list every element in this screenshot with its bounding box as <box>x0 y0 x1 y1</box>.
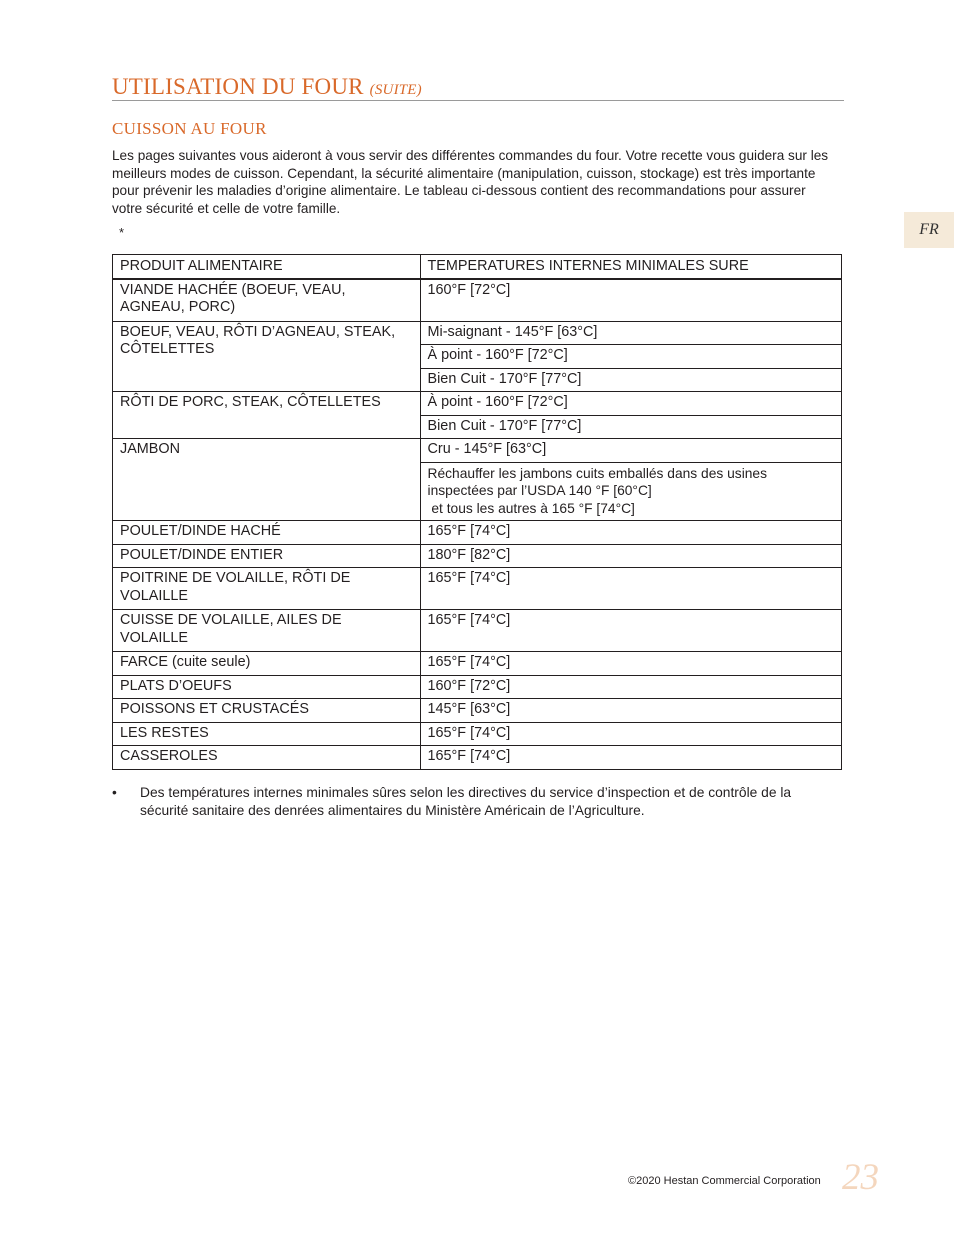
table-row <box>113 321 842 345</box>
table-row <box>113 279 842 322</box>
asterisk-marker: * <box>119 225 125 240</box>
table-row <box>113 544 842 568</box>
temperature-cell: 165°F [74°C] <box>420 610 841 652</box>
product-cell: RÔTI DE PORC, STEAK, CÔTELLETES <box>113 392 421 439</box>
temperature-cell: Mi-saignant - 145°F [63°C] <box>420 321 841 345</box>
table-row <box>113 722 842 746</box>
temperature-cell: 165°F [74°C] <box>420 568 841 610</box>
product-cell: POULET/DINDE ENTIER <box>113 544 421 568</box>
product-cell: POULET/DINDE HACHÉ <box>113 521 421 545</box>
temperature-cell: 145°F [63°C] <box>420 699 841 723</box>
language-tab-fr: FR <box>904 212 954 248</box>
intro-paragraph: Les pages suivantes vous aideront à vous servir des différentes commandes du four. Votre recette vous guidera sur les meilleurs modes de cuisson. Cependant, la sécurité alimentaire (manipulation, cuisson, stockage) est très importante pour prévenir les maladies d’origine alimentaire. Le tableau ci-dessous contient des recommandations pour assurer votre sécurité et celle de votre famille. <box>112 148 829 216</box>
product-cell: JAMBON <box>113 439 421 521</box>
ham-reheat-note-cell <box>420 462 841 521</box>
column-header-product: PRODUIT ALIMENTAIRE <box>113 255 421 279</box>
table-row <box>113 746 842 770</box>
temperature-cell: Bien Cuit - 170°F [77°C] <box>420 415 841 439</box>
page-title <box>112 74 422 100</box>
temperature-cell: 165°F [74°C] <box>420 521 841 545</box>
temperature-cell: 160°F [72°C] <box>420 675 841 699</box>
table-row <box>113 699 842 723</box>
page-title-text: UTILISATION DU FOUR <box>112 74 364 99</box>
table-row <box>113 610 842 652</box>
copyright-notice: ©2020 Hestan Commercial Corporation <box>628 1175 821 1187</box>
temperature-cell: 180°F [82°C] <box>420 544 841 568</box>
bullet-marker: • <box>112 785 117 800</box>
temperature-cell: Cru - 145°F [63°C] <box>420 439 841 463</box>
ham-note-line: inspectées par l’USDA 140 °F [60°C] <box>427 483 652 498</box>
product-cell: POISSONS ET CRUSTACÉS <box>113 699 421 723</box>
temperature-cell: 165°F [74°C] <box>420 722 841 746</box>
table-row <box>113 675 842 699</box>
product-cell: LES RESTES <box>113 722 421 746</box>
product-cell: POITRINE DE VOLAILLE, RÔTI DE VOLAILLE <box>113 568 421 610</box>
section-title: CUISSON AU FOUR <box>112 119 267 138</box>
table-row <box>113 652 842 676</box>
footnote-text: Des températures internes minimales sûres selon les directives du service d’inspection et de contrôle de la sécurité sanitaire des denrées alimentaires du Ministère Américain de l’Agriculture. <box>140 785 792 818</box>
temperature-table <box>112 254 842 770</box>
table-row <box>113 392 842 416</box>
temperature-cell: À point - 160°F [72°C] <box>420 392 841 416</box>
product-cell: FARCE (cuite seule) <box>113 652 421 676</box>
product-cell: CASSEROLES <box>113 746 421 770</box>
table-row <box>113 521 842 545</box>
temperature-cell: 165°F [74°C] <box>420 746 841 770</box>
column-header-temperature: TEMPERATURES INTERNES MINIMALES SURE <box>420 255 841 279</box>
product-cell: VIANDE HACHÉE (BOEUF, VEAU, AGNEAU, PORC) <box>113 279 421 322</box>
product-cell: PLATS D’OEUFS <box>113 675 421 699</box>
temperature-cell: 165°F [74°C] <box>420 652 841 676</box>
ham-note-line: Réchauffer les jambons cuits emballés dans des usines <box>427 465 768 481</box>
product-cell: CUISSE DE VOLAILLE, AILES DE VOLAILLE <box>113 610 421 652</box>
temperature-cell: À point - 160°F [72°C] <box>420 345 841 369</box>
page-number: 23 <box>842 1157 879 1198</box>
temperature-cell: Bien Cuit - 170°F [77°C] <box>420 368 841 392</box>
table-header-row <box>113 255 842 279</box>
product-cell: BOEUF, VEAU, RÔTI D’AGNEAU, STEAK, CÔTELETTES <box>113 321 421 392</box>
title-divider <box>112 100 844 101</box>
footnote <box>112 784 842 820</box>
ham-note-line: et tous les autres à 165 °F [74°C] <box>427 500 635 516</box>
table-row <box>113 568 842 610</box>
page-title-suffix: (SUITE) <box>369 82 422 98</box>
temperature-cell: 160°F [72°C] <box>420 279 841 322</box>
table-row <box>113 439 842 463</box>
